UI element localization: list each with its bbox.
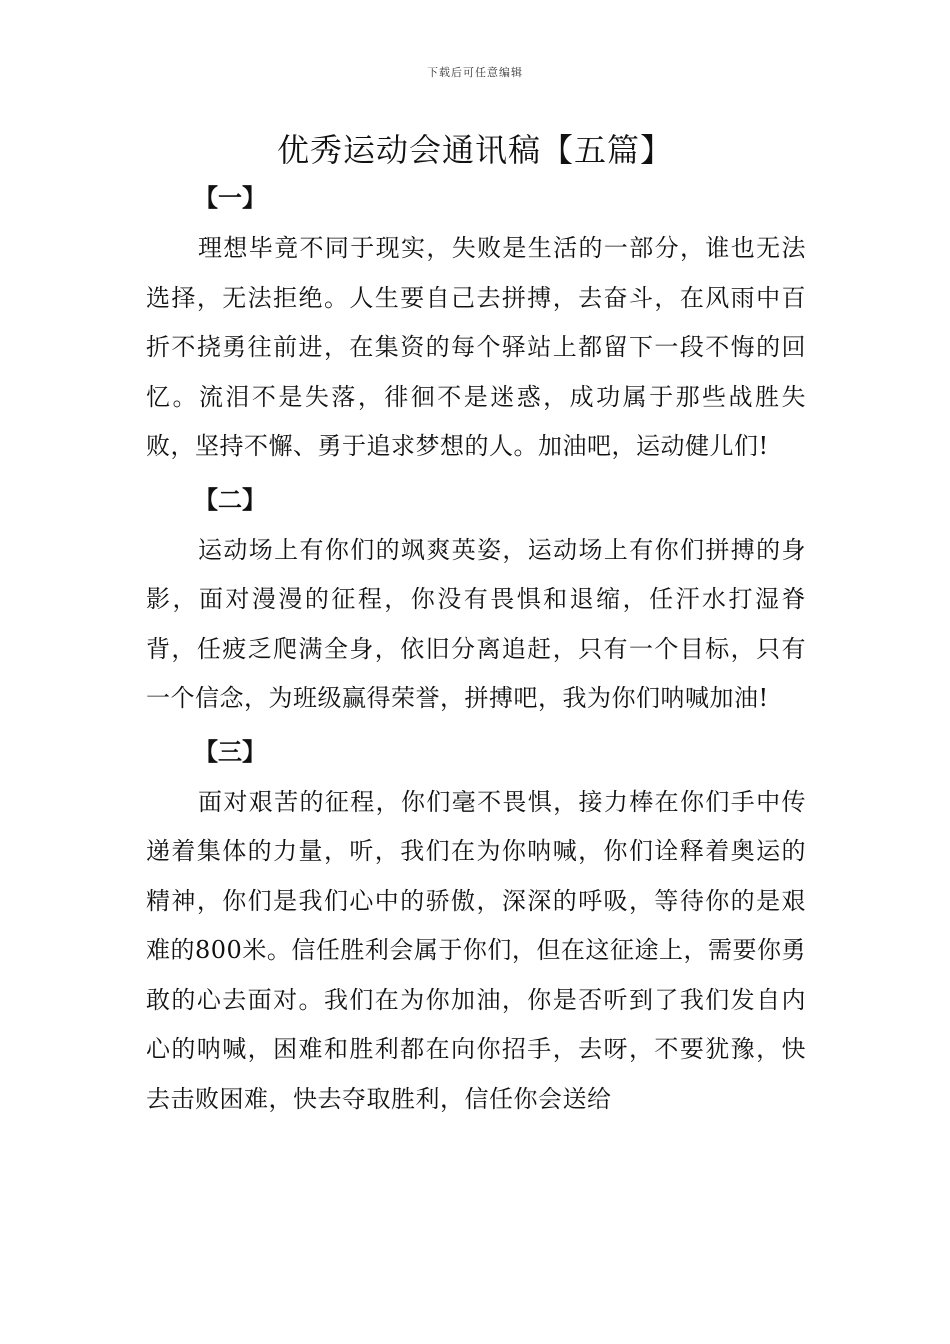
document-body: [146, 172, 806, 1124]
section-2: [146, 474, 806, 724]
header-note: 下载后可任意编辑: [427, 66, 523, 79]
section-label: 【三】: [194, 737, 266, 766]
section-paragraph: 运动场上有你们的飒爽英姿，运动场上有你们拼搏的身影，面对漫漫的征程，你没有畏惧和退缩，任汗水打湿脊背，任疲乏爬满全身，依旧分离追赶，只有一个目标，只有一个信念，为班级赢得荣誉，拼搏吧，我为你们呐喊加油!: [146, 535, 806, 712]
section-3: [146, 726, 806, 1125]
section-paragraph: 面对艰苦的征程，你们毫不畏惧，接力棒在你们手中传递着集体的力量，听，我们在为你呐喊，你们诠释着奥运的精神，你们是我们心中的骄傲，深深的呼吸，等待你的是艰难的800米。信任胜利会属于你们，但在这征途上，需要你勇敢的心去面对。我们在为你加油，你是否听到了我们发自内心的呐喊，困难和胜利都在向你招手，去呀，不要犹豫，快去击败困难，快去夺取胜利，信任你会送给: [146, 787, 806, 1113]
section-1: [146, 172, 806, 472]
section-label: 【二】: [194, 485, 266, 514]
section-label: 【一】: [194, 184, 266, 212]
document-title: 优秀运动会通讯稿【五篇】: [276, 131, 673, 169]
section-paragraph: 理想毕竟不同于现实，失败是生活的一部分，谁也无法选择，无法拒绝。人生要自己去拼搏，去奋斗，在风雨中百折不挠勇往前进，在集资的每个驿站上都留下一段不悔的回忆。流泪不是失落，徘徊不是迷惑，成功属于那些战胜失败，坚持不懈、勇于追求梦想的人。加油吧，运动健儿们!: [146, 234, 806, 460]
